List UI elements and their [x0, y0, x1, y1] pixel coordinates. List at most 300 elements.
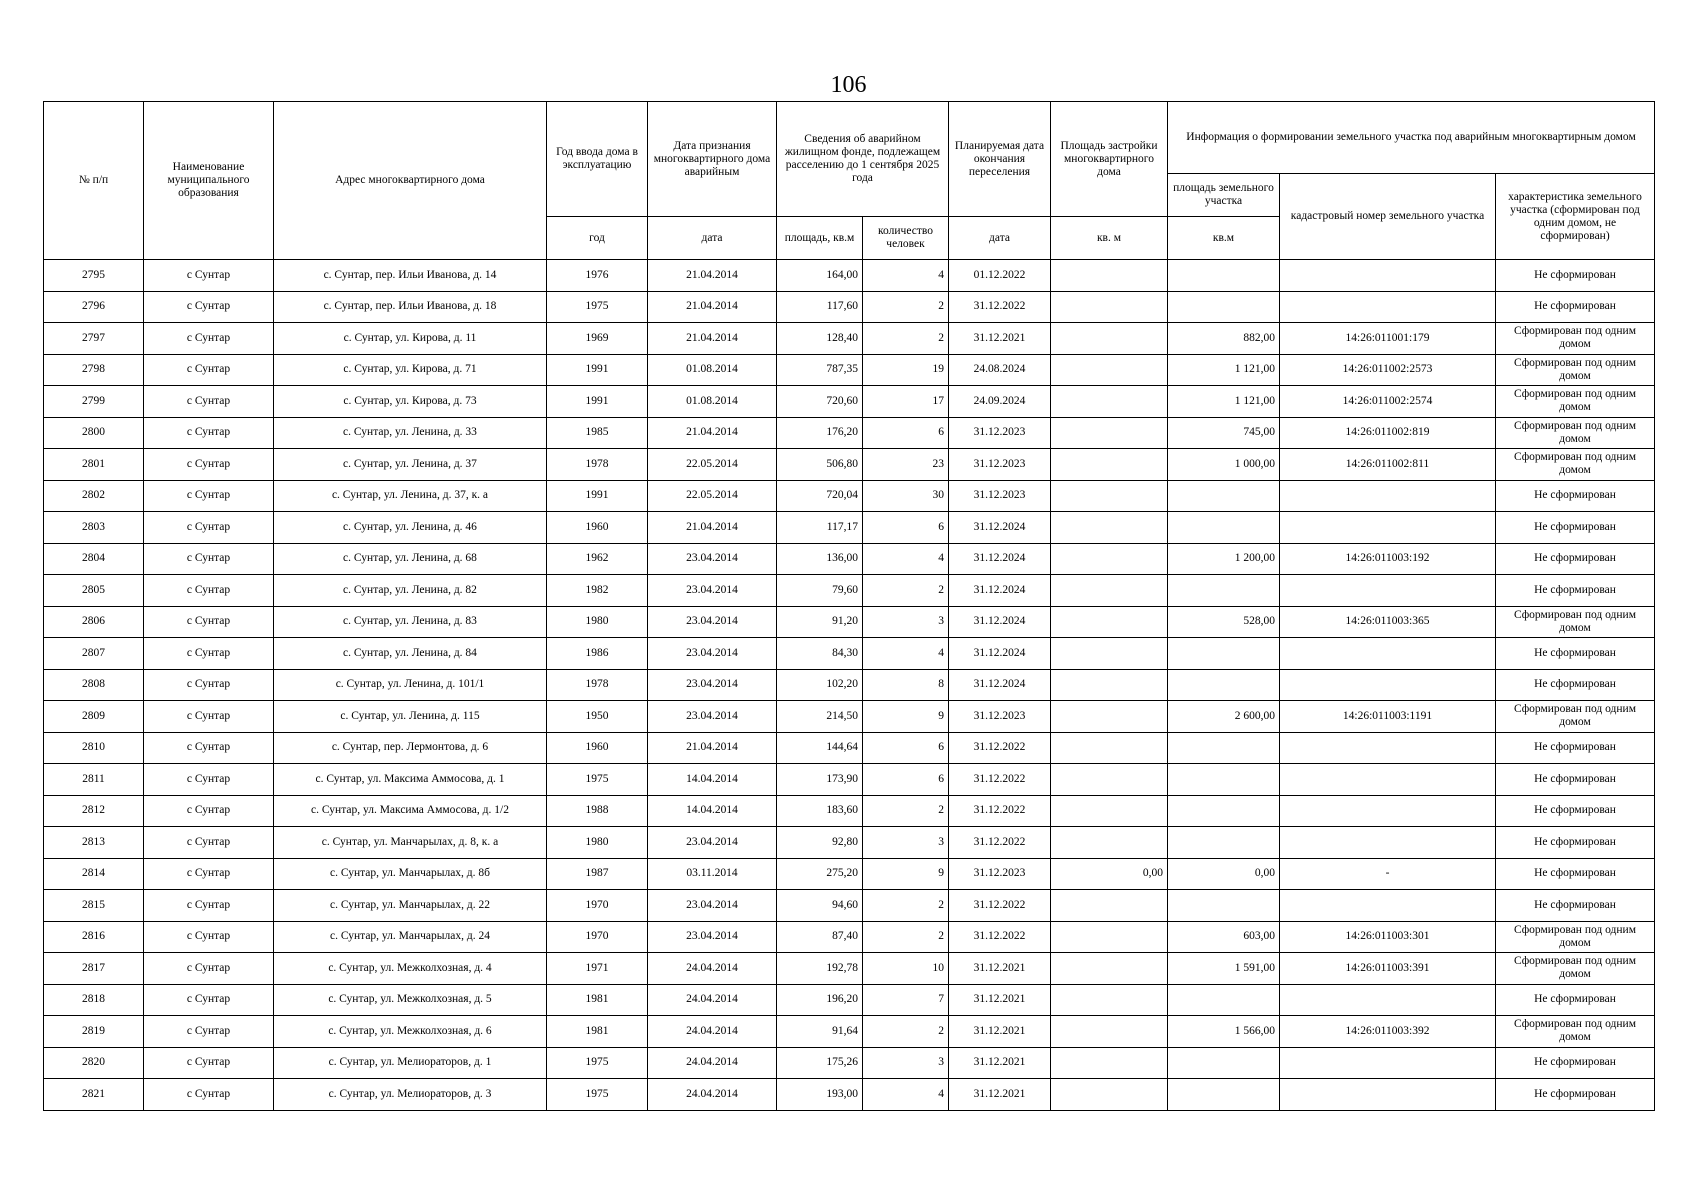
cell-land-status: Не сформирован: [1496, 260, 1655, 292]
cell-year: 1981: [547, 1016, 648, 1048]
cell-land-status: Сформирован под одним домом: [1496, 449, 1655, 481]
cell-municipality: с Сунтар: [144, 795, 274, 827]
cell-land-status: Не сформирован: [1496, 890, 1655, 922]
cell-date-declared: 23.04.2014: [648, 827, 777, 859]
cell-municipality: с Сунтар: [144, 921, 274, 953]
cell-municipality: с Сунтар: [144, 953, 274, 985]
cell-area: 787,35: [777, 354, 863, 386]
cell-cadastral: [1280, 827, 1496, 859]
cell-planned-end: 31.12.2021: [949, 1016, 1051, 1048]
cell-land-area: [1168, 260, 1280, 292]
table-row: [44, 795, 1655, 827]
cell-land-area: 1 121,00: [1168, 354, 1280, 386]
cell-no: 2807: [44, 638, 144, 670]
cell-address: с. Сунтар, ул. Манчарылах, д. 22: [274, 890, 547, 922]
cell-year: 1975: [547, 764, 648, 796]
cell-address: с. Сунтар, ул. Ленина, д. 82: [274, 575, 547, 607]
cell-building-area: [1051, 323, 1168, 355]
cell-planned-end: 31.12.2022: [949, 827, 1051, 859]
cell-people: 4: [863, 1079, 949, 1111]
cell-land-area: [1168, 512, 1280, 544]
cell-date-declared: 23.04.2014: [648, 701, 777, 733]
cell-land-status: Сформирован под одним домом: [1496, 323, 1655, 355]
table-row: [44, 480, 1655, 512]
cell-no: 2803: [44, 512, 144, 544]
cell-land-status: Не сформирован: [1496, 1079, 1655, 1111]
cell-people: 30: [863, 480, 949, 512]
cell-land-status: Не сформирован: [1496, 291, 1655, 323]
cell-cadastral: [1280, 260, 1496, 292]
cell-year: 1975: [547, 1047, 648, 1079]
cell-year: 1970: [547, 890, 648, 922]
cell-municipality: с Сунтар: [144, 449, 274, 481]
cell-date-declared: 21.04.2014: [648, 732, 777, 764]
cell-cadastral: [1280, 732, 1496, 764]
cell-municipality: с Сунтар: [144, 638, 274, 670]
cell-no: 2805: [44, 575, 144, 607]
cell-land-area: 1 121,00: [1168, 386, 1280, 418]
cell-date-declared: 14.04.2014: [648, 795, 777, 827]
cell-cadastral: [1280, 638, 1496, 670]
cell-area: 175,26: [777, 1047, 863, 1079]
cell-date-declared: 24.04.2014: [648, 953, 777, 985]
cell-municipality: с Сунтар: [144, 764, 274, 796]
cell-year: 1976: [547, 260, 648, 292]
cell-year: 1981: [547, 984, 648, 1016]
cell-municipality: с Сунтар: [144, 827, 274, 859]
table-row: [44, 732, 1655, 764]
cell-planned-end: 31.12.2024: [949, 638, 1051, 670]
table-header: [44, 102, 1655, 260]
cell-cadastral: [1280, 795, 1496, 827]
cell-area: 196,20: [777, 984, 863, 1016]
cell-no: 2802: [44, 480, 144, 512]
cell-building-area: [1051, 260, 1168, 292]
cell-cadastral: 14:26:011003:301: [1280, 921, 1496, 953]
cell-no: 2797: [44, 323, 144, 355]
cell-land-area: [1168, 732, 1280, 764]
cell-people: 6: [863, 732, 949, 764]
cell-date-declared: 21.04.2014: [648, 512, 777, 544]
cell-land-area: 745,00: [1168, 417, 1280, 449]
cell-municipality: с Сунтар: [144, 512, 274, 544]
cell-planned-end: 31.12.2021: [949, 1047, 1051, 1079]
cell-land-status: Не сформирован: [1496, 732, 1655, 764]
table-row: [44, 386, 1655, 418]
cell-cadastral: 14:26:011002:811: [1280, 449, 1496, 481]
cell-people: 2: [863, 921, 949, 953]
cell-municipality: с Сунтар: [144, 386, 274, 418]
cell-planned-end: 31.12.2024: [949, 575, 1051, 607]
cell-cadastral: 14:26:011002:819: [1280, 417, 1496, 449]
cell-area: 176,20: [777, 417, 863, 449]
table-row: [44, 764, 1655, 796]
header-emergency-info: Сведения об аварийном жилищном фонде, подлежащем расселению до 1 сентября 2025 года: [777, 102, 949, 217]
cell-cadastral: -: [1280, 858, 1496, 890]
cell-land-area: 2 600,00: [1168, 701, 1280, 733]
cell-land-area: [1168, 827, 1280, 859]
cell-cadastral: [1280, 575, 1496, 607]
cell-land-area: [1168, 480, 1280, 512]
cell-area: 92,80: [777, 827, 863, 859]
cell-year: 1978: [547, 669, 648, 701]
cell-no: 2800: [44, 417, 144, 449]
table-row: [44, 827, 1655, 859]
cell-address: с. Сунтар, ул. Манчарылах, д. 8б: [274, 858, 547, 890]
cell-municipality: с Сунтар: [144, 417, 274, 449]
cell-year: 1975: [547, 291, 648, 323]
cell-year: 1985: [547, 417, 648, 449]
header-year-commissioned: Год ввода дома в эксплуатацию: [547, 102, 648, 217]
cell-building-area: [1051, 701, 1168, 733]
cell-year: 1988: [547, 795, 648, 827]
cell-municipality: с Сунтар: [144, 606, 274, 638]
cell-people: 3: [863, 1047, 949, 1079]
cell-address: с. Сунтар, ул. Межколхозная, д. 4: [274, 953, 547, 985]
cell-land-status: Сформирован под одним домом: [1496, 953, 1655, 985]
cell-address: с. Сунтар, ул. Ленина, д. 37, к. а: [274, 480, 547, 512]
cell-address: с. Сунтар, ул. Ленина, д. 101/1: [274, 669, 547, 701]
cell-people: 3: [863, 827, 949, 859]
table-row: [44, 291, 1655, 323]
cell-building-area: [1051, 606, 1168, 638]
header-planned-end: Планируемая дата окончания переселения: [949, 102, 1051, 217]
cell-date-declared: 21.04.2014: [648, 291, 777, 323]
table-row: [44, 323, 1655, 355]
cell-municipality: с Сунтар: [144, 260, 274, 292]
cell-building-area: [1051, 669, 1168, 701]
cell-municipality: с Сунтар: [144, 732, 274, 764]
cell-year: 1975: [547, 1079, 648, 1111]
cell-year: 1969: [547, 323, 648, 355]
cell-no: 2821: [44, 1079, 144, 1111]
cell-planned-end: 31.12.2023: [949, 858, 1051, 890]
cell-date-declared: 23.04.2014: [648, 669, 777, 701]
cell-planned-end: 24.08.2024: [949, 354, 1051, 386]
cell-year: 1991: [547, 386, 648, 418]
cell-people: 4: [863, 543, 949, 575]
cell-municipality: с Сунтар: [144, 543, 274, 575]
cell-no: 2813: [44, 827, 144, 859]
cell-land-area: 1 000,00: [1168, 449, 1280, 481]
cell-people: 19: [863, 354, 949, 386]
cell-people: 2: [863, 890, 949, 922]
cell-people: 8: [863, 669, 949, 701]
cell-planned-end: 01.12.2022: [949, 260, 1051, 292]
cell-address: с. Сунтар, ул. Ленина, д. 68: [274, 543, 547, 575]
table-row: [44, 858, 1655, 890]
cell-people: 2: [863, 1016, 949, 1048]
cell-people: 23: [863, 449, 949, 481]
unit-year: год: [547, 217, 648, 260]
cell-area: 128,40: [777, 323, 863, 355]
cell-date-declared: 14.04.2014: [648, 764, 777, 796]
table-row: [44, 417, 1655, 449]
cell-area: 144,64: [777, 732, 863, 764]
cell-area: 84,30: [777, 638, 863, 670]
cell-municipality: с Сунтар: [144, 669, 274, 701]
cell-area: 87,40: [777, 921, 863, 953]
cell-year: 1960: [547, 512, 648, 544]
cell-cadastral: 14:26:011003:1191: [1280, 701, 1496, 733]
cell-land-status: Не сформирован: [1496, 512, 1655, 544]
cell-cadastral: [1280, 1079, 1496, 1111]
cell-planned-end: 31.12.2023: [949, 480, 1051, 512]
cell-no: 2816: [44, 921, 144, 953]
cell-area: 79,60: [777, 575, 863, 607]
cell-cadastral: 14:26:011002:2573: [1280, 354, 1496, 386]
cell-planned-end: 31.12.2023: [949, 449, 1051, 481]
cell-municipality: с Сунтар: [144, 1016, 274, 1048]
cell-building-area: [1051, 449, 1168, 481]
cell-building-area: [1051, 575, 1168, 607]
cell-cadastral: 14:26:011002:2574: [1280, 386, 1496, 418]
cell-address: с. Сунтар, ул. Манчарылах, д. 24: [274, 921, 547, 953]
cell-people: 2: [863, 575, 949, 607]
cell-land-area: [1168, 984, 1280, 1016]
table-row: [44, 1079, 1655, 1111]
cell-cadastral: [1280, 984, 1496, 1016]
cell-date-declared: 21.04.2014: [648, 260, 777, 292]
cell-address: с. Сунтар, ул. Максима Аммосова, д. 1: [274, 764, 547, 796]
cell-area: 183,60: [777, 795, 863, 827]
table-row: [44, 953, 1655, 985]
cell-building-area: [1051, 386, 1168, 418]
cell-area: 173,90: [777, 764, 863, 796]
cell-date-declared: 22.05.2014: [648, 449, 777, 481]
cell-area: 102,20: [777, 669, 863, 701]
header-address: Адрес многоквартирного дома: [274, 102, 547, 260]
cell-land-status: Не сформирован: [1496, 827, 1655, 859]
cell-date-declared: 24.04.2014: [648, 1016, 777, 1048]
cell-date-declared: 01.08.2014: [648, 386, 777, 418]
cell-municipality: с Сунтар: [144, 984, 274, 1016]
cell-people: 6: [863, 512, 949, 544]
cell-land-status: Сформирован под одним домом: [1496, 701, 1655, 733]
cell-year: 1978: [547, 449, 648, 481]
cell-date-declared: 23.04.2014: [648, 890, 777, 922]
cell-year: 1987: [547, 858, 648, 890]
cell-planned-end: 31.12.2022: [949, 795, 1051, 827]
cell-land-status: Сформирован под одним домом: [1496, 354, 1655, 386]
cell-land-status: Не сформирован: [1496, 858, 1655, 890]
cell-date-declared: 21.04.2014: [648, 323, 777, 355]
cell-year: 1970: [547, 921, 648, 953]
cell-planned-end: 31.12.2022: [949, 764, 1051, 796]
cell-people: 6: [863, 417, 949, 449]
cell-year: 1986: [547, 638, 648, 670]
cell-people: 2: [863, 323, 949, 355]
cell-building-area: [1051, 638, 1168, 670]
cell-building-area: [1051, 354, 1168, 386]
cell-year: 1991: [547, 354, 648, 386]
table-row: [44, 669, 1655, 701]
cell-building-area: [1051, 732, 1168, 764]
cell-cadastral: [1280, 764, 1496, 796]
cell-building-area: [1051, 764, 1168, 796]
cell-address: с. Сунтар, ул. Ленина, д. 84: [274, 638, 547, 670]
cell-planned-end: 31.12.2024: [949, 512, 1051, 544]
cell-land-status: Сформирован под одним домом: [1496, 606, 1655, 638]
cell-area: 117,60: [777, 291, 863, 323]
cell-land-area: [1168, 291, 1280, 323]
cell-people: 6: [863, 764, 949, 796]
cell-no: 2815: [44, 890, 144, 922]
cell-date-declared: 24.04.2014: [648, 984, 777, 1016]
cell-land-area: [1168, 1079, 1280, 1111]
cell-date-declared: 23.04.2014: [648, 606, 777, 638]
cell-people: 9: [863, 858, 949, 890]
cell-land-status: Не сформирован: [1496, 575, 1655, 607]
cell-planned-end: 31.12.2021: [949, 1079, 1051, 1111]
cell-building-area: [1051, 543, 1168, 575]
cell-building-area: [1051, 291, 1168, 323]
cell-no: 2812: [44, 795, 144, 827]
cell-land-area: [1168, 890, 1280, 922]
cell-year: 1971: [547, 953, 648, 985]
cell-no: 2798: [44, 354, 144, 386]
cell-no: 2814: [44, 858, 144, 890]
cell-land-area: 1 200,00: [1168, 543, 1280, 575]
table-row: [44, 890, 1655, 922]
cell-land-area: 0,00: [1168, 858, 1280, 890]
cell-building-area: [1051, 795, 1168, 827]
cell-area: 720,60: [777, 386, 863, 418]
cell-cadastral: 14:26:011003:392: [1280, 1016, 1496, 1048]
header-land-area: площадь земельного участка: [1168, 174, 1280, 217]
page-number: 106: [830, 72, 867, 98]
header-land-info: Информация о формировании земельного участка под аварийным многоквартирным домом: [1168, 102, 1655, 174]
cell-year: 1980: [547, 606, 648, 638]
cell-address: с. Сунтар, пер. Ильи Иванова, д. 14: [274, 260, 547, 292]
cell-municipality: с Сунтар: [144, 575, 274, 607]
cell-area: 91,64: [777, 1016, 863, 1048]
header-municipality: Наименование муниципального образования: [144, 102, 274, 260]
cell-address: с. Сунтар, пер. Лермонтова, д. 6: [274, 732, 547, 764]
cell-cadastral: 14:26:011003:365: [1280, 606, 1496, 638]
cell-municipality: с Сунтар: [144, 1047, 274, 1079]
table-row: [44, 984, 1655, 1016]
cell-no: 2801: [44, 449, 144, 481]
cell-area: 506,80: [777, 449, 863, 481]
cell-people: 9: [863, 701, 949, 733]
unit-end-date: дата: [949, 217, 1051, 260]
emergency-housing-table: [43, 101, 1655, 1111]
cell-no: 2806: [44, 606, 144, 638]
cell-planned-end: 31.12.2023: [949, 417, 1051, 449]
cell-area: 720,04: [777, 480, 863, 512]
cell-building-area: [1051, 1016, 1168, 1048]
cell-building-area: [1051, 1047, 1168, 1079]
table-row: [44, 543, 1655, 575]
cell-people: 2: [863, 795, 949, 827]
cell-address: с. Сунтар, ул. Манчарылах, д. 8, к. а: [274, 827, 547, 859]
cell-planned-end: 31.12.2021: [949, 953, 1051, 985]
cell-date-declared: 22.05.2014: [648, 480, 777, 512]
table-row: [44, 921, 1655, 953]
cell-date-declared: 23.04.2014: [648, 543, 777, 575]
cell-no: 2820: [44, 1047, 144, 1079]
cell-planned-end: 31.12.2022: [949, 291, 1051, 323]
cell-address: с. Сунтар, ул. Ленина, д. 33: [274, 417, 547, 449]
cell-year: 1991: [547, 480, 648, 512]
cell-land-area: 1 566,00: [1168, 1016, 1280, 1048]
cell-no: 2796: [44, 291, 144, 323]
table-row: [44, 1016, 1655, 1048]
unit-area: площадь, кв.м: [777, 217, 863, 260]
cell-land-status: Не сформирован: [1496, 669, 1655, 701]
table-row: [44, 606, 1655, 638]
cell-land-area: [1168, 638, 1280, 670]
cell-cadastral: 14:26:011003:192: [1280, 543, 1496, 575]
cell-land-area: [1168, 669, 1280, 701]
cell-land-status: Не сформирован: [1496, 543, 1655, 575]
cell-address: с. Сунтар, ул. Межколхозная, д. 6: [274, 1016, 547, 1048]
cell-address: с. Сунтар, ул. Мелиораторов, д. 3: [274, 1079, 547, 1111]
cell-people: 4: [863, 638, 949, 670]
cell-area: 164,00: [777, 260, 863, 292]
cell-cadastral: 14:26:011001:179: [1280, 323, 1496, 355]
cell-cadastral: 14:26:011003:391: [1280, 953, 1496, 985]
cell-people: 10: [863, 953, 949, 985]
table-row: [44, 512, 1655, 544]
cell-address: с. Сунтар, ул. Ленина, д. 46: [274, 512, 547, 544]
cell-land-status: Не сформирован: [1496, 638, 1655, 670]
cell-cadastral: [1280, 512, 1496, 544]
header-date-declared: Дата признания многоквартирного дома аварийным: [648, 102, 777, 217]
cell-year: 1962: [547, 543, 648, 575]
cell-land-area: [1168, 795, 1280, 827]
cell-year: 1950: [547, 701, 648, 733]
cell-year: 1980: [547, 827, 648, 859]
table-row: [44, 701, 1655, 733]
cell-building-area: [1051, 512, 1168, 544]
cell-building-area: [1051, 890, 1168, 922]
cell-year: 1982: [547, 575, 648, 607]
cell-municipality: с Сунтар: [144, 291, 274, 323]
cell-cadastral: [1280, 1047, 1496, 1079]
cell-area: 214,50: [777, 701, 863, 733]
table-body: [44, 260, 1655, 1111]
table-row: [44, 575, 1655, 607]
cell-municipality: с Сунтар: [144, 480, 274, 512]
cell-land-status: Сформирован под одним домом: [1496, 921, 1655, 953]
cell-people: 3: [863, 606, 949, 638]
cell-land-area: 882,00: [1168, 323, 1280, 355]
cell-address: с. Сунтар, ул. Ленина, д. 115: [274, 701, 547, 733]
cell-area: 192,78: [777, 953, 863, 985]
cell-cadastral: [1280, 291, 1496, 323]
cell-land-status: Не сформирован: [1496, 1047, 1655, 1079]
cell-municipality: с Сунтар: [144, 323, 274, 355]
cell-land-status: Не сформирован: [1496, 984, 1655, 1016]
cell-land-status: Не сформирован: [1496, 764, 1655, 796]
cell-address: с. Сунтар, пер. Ильи Иванова, д. 18: [274, 291, 547, 323]
cell-date-declared: 23.04.2014: [648, 638, 777, 670]
cell-building-area: [1051, 1079, 1168, 1111]
cell-planned-end: 31.12.2024: [949, 606, 1051, 638]
cell-no: 2817: [44, 953, 144, 985]
cell-no: 2818: [44, 984, 144, 1016]
cell-land-status: Не сформирован: [1496, 480, 1655, 512]
cell-municipality: с Сунтар: [144, 890, 274, 922]
cell-municipality: с Сунтар: [144, 858, 274, 890]
cell-building-area: [1051, 984, 1168, 1016]
cell-address: с. Сунтар, ул. Кирова, д. 71: [274, 354, 547, 386]
cell-no: 2808: [44, 669, 144, 701]
cell-land-status: Сформирован под одним домом: [1496, 1016, 1655, 1048]
cell-planned-end: 31.12.2022: [949, 921, 1051, 953]
